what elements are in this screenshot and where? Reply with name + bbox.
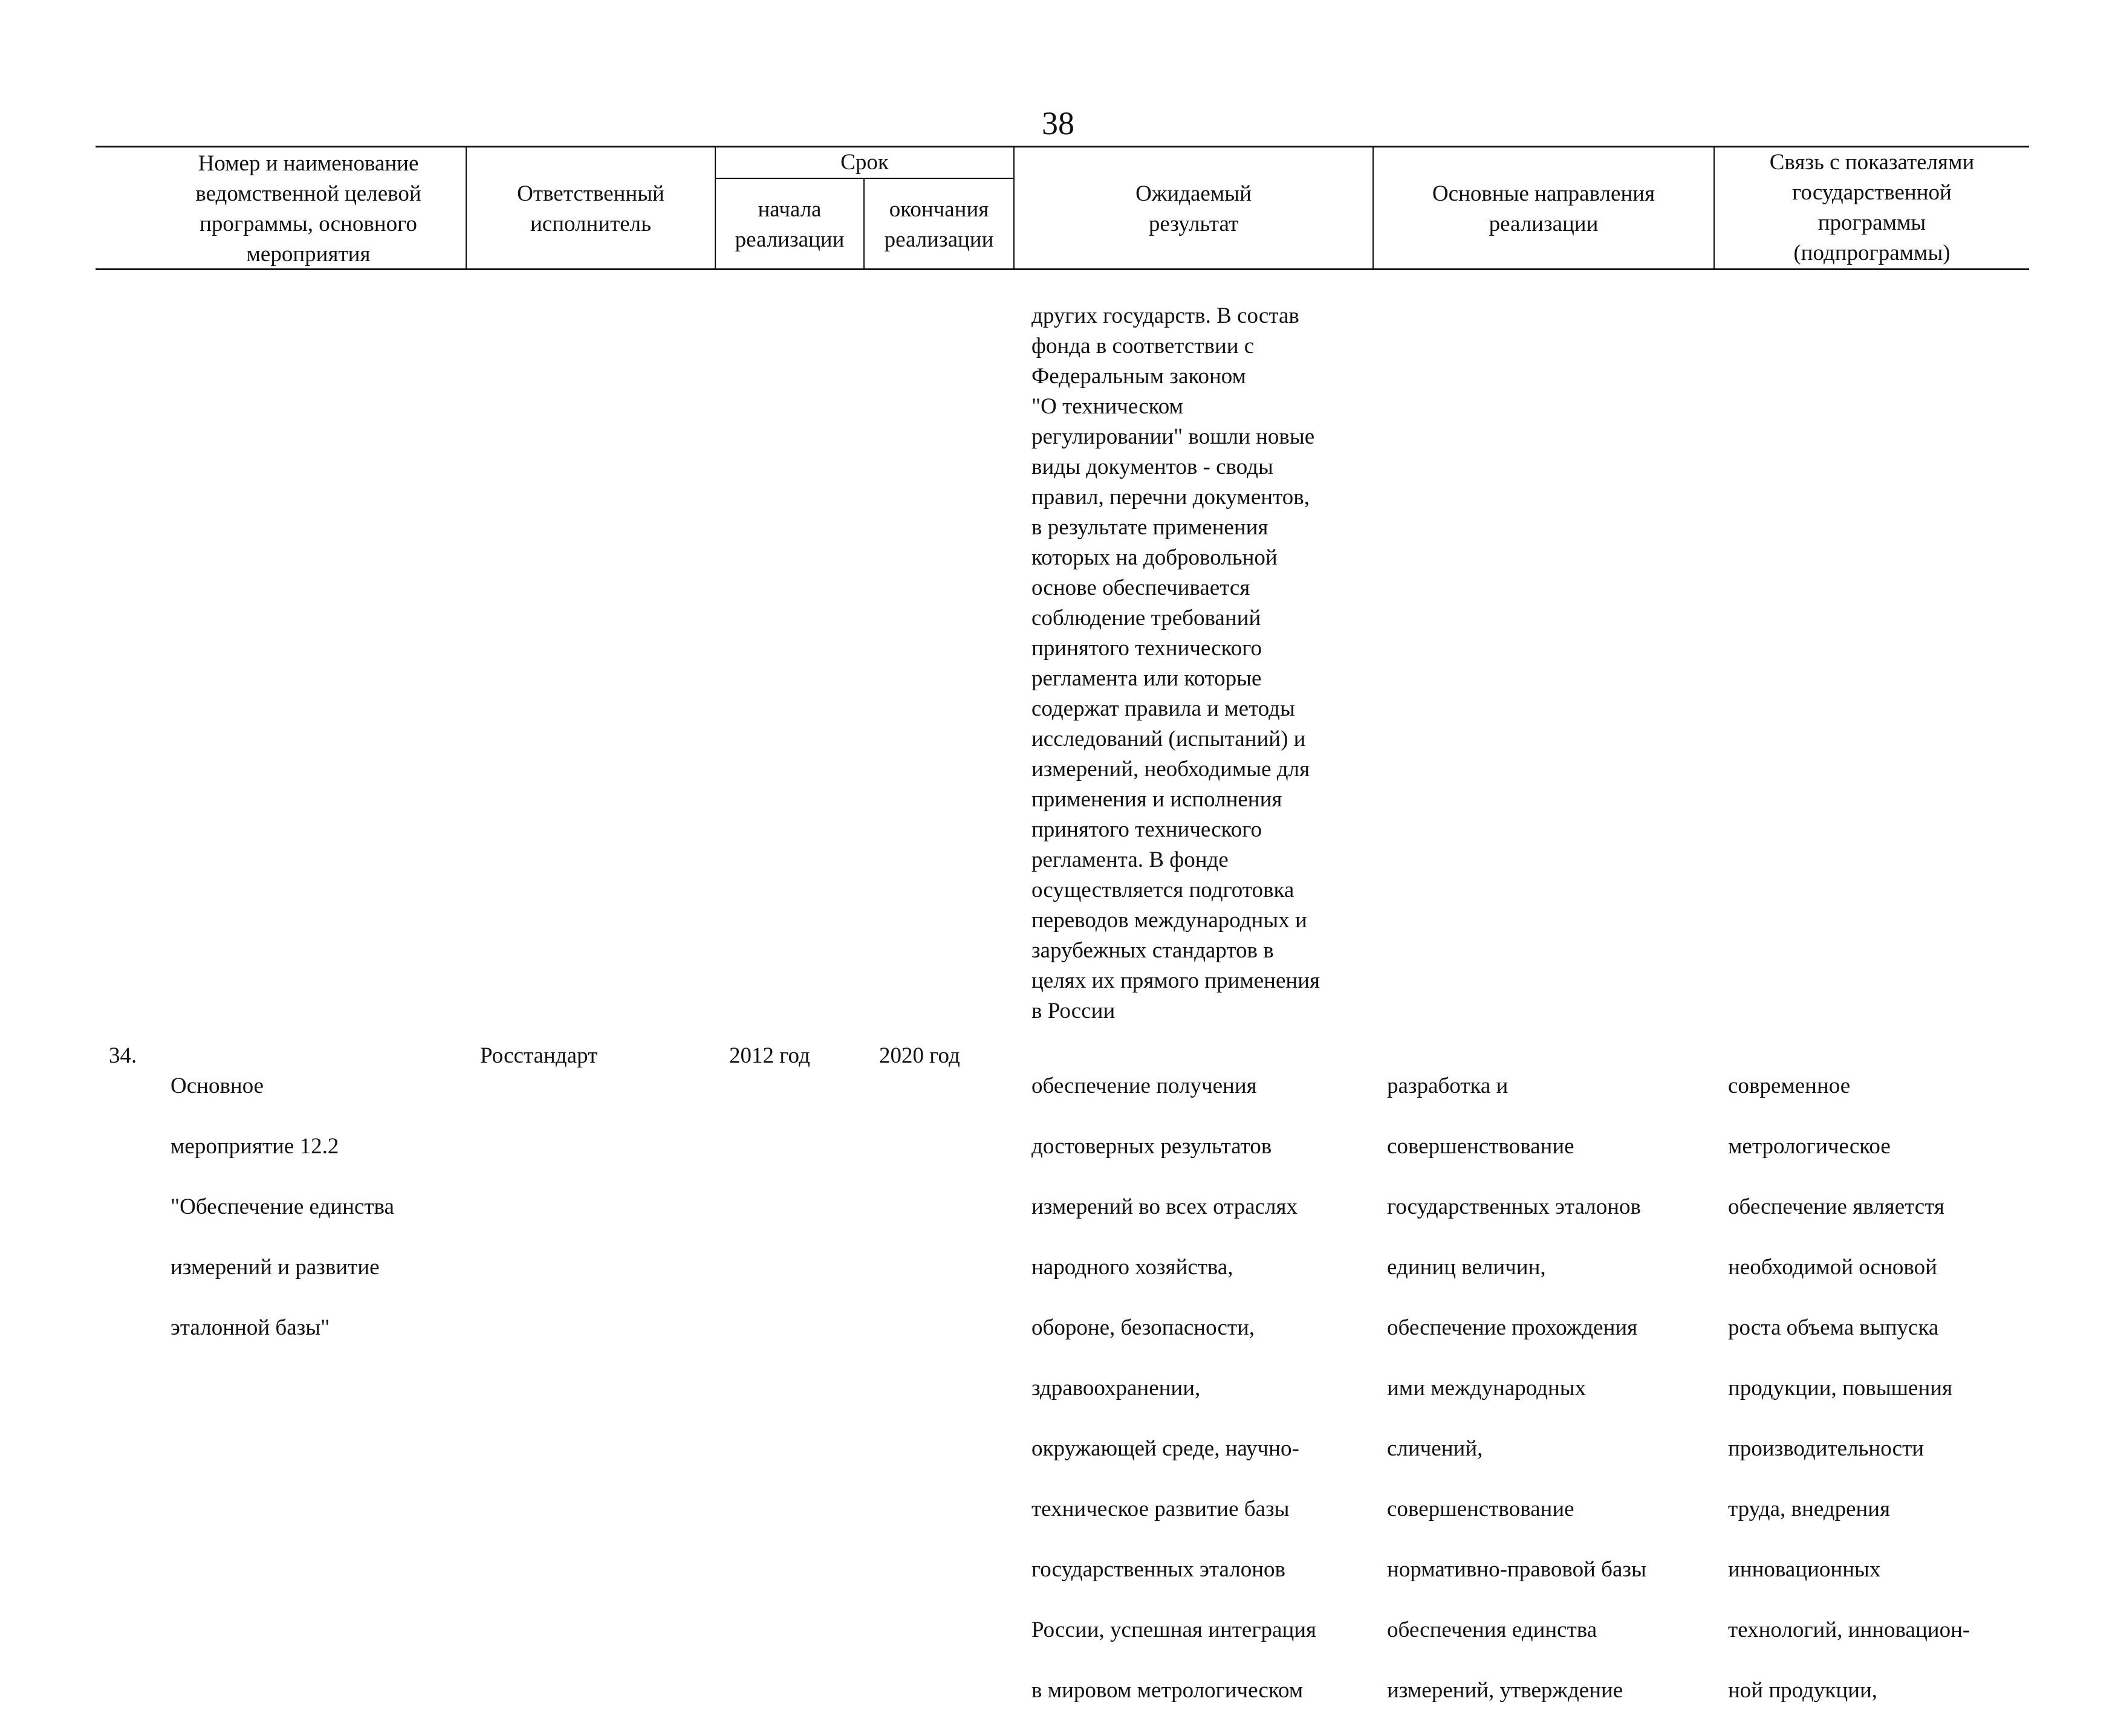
header-indicators (1715, 147, 2029, 268)
header-indicators-line: программы (1817, 210, 1926, 235)
header-start-line: начала (758, 197, 822, 222)
header-start (716, 195, 863, 255)
text-line: Федеральным законом (1031, 364, 1246, 389)
text-line: инновационных (1728, 1557, 1881, 1582)
text-line: виды документов - своды (1031, 455, 1273, 479)
header-program-name (151, 149, 466, 270)
text-line: необходимой основой (1728, 1255, 1937, 1280)
header-end (865, 195, 1013, 255)
row-executor: Росстандарт (480, 1043, 598, 1068)
text-line: применения и исполнения (1031, 787, 1282, 812)
text-line: труда, внедрения (1728, 1497, 1891, 1521)
text-line: целях их прямого применения (1031, 968, 1320, 993)
header-end-line: реализации (884, 227, 994, 252)
header-start-line: реализации (735, 227, 845, 252)
row-start-year: 2012 год (729, 1043, 810, 1068)
text-line: "О техническом (1031, 394, 1183, 419)
row-expected-result (1031, 1041, 1370, 1736)
text-line: метрологическое (1728, 1134, 1891, 1159)
row-number: 34. (109, 1043, 137, 1068)
text-line: измерений во всех отраслях (1031, 1194, 1298, 1219)
header-executor (467, 179, 715, 239)
text-line: техническое развитие базы (1031, 1497, 1290, 1521)
header-expected-result-line: Ожидаемый (1135, 181, 1252, 206)
row-indicators (1728, 1041, 2024, 1736)
row-end-year: 2020 год (879, 1043, 960, 1068)
text-line: совершенствование (1387, 1134, 1574, 1159)
text-line: осуществляется подготовка (1031, 878, 1294, 902)
page-number: 38 (1042, 105, 1074, 141)
header-end-line: окончания (889, 197, 989, 222)
text-line: ной продукции, (1728, 1678, 1878, 1703)
header-srok: Срок (840, 150, 889, 175)
text-line: обеспечение прохождения (1387, 1315, 1638, 1340)
text-line: мероприятие 12.2 (171, 1134, 339, 1159)
text-line: фонда в соответствии с (1031, 334, 1255, 358)
text-line: основе обеспечивается (1031, 575, 1250, 600)
text-line: достоверных результатов (1031, 1134, 1272, 1159)
text-line: роста объема выпуска (1728, 1315, 1939, 1340)
text-line: Основное (171, 1074, 264, 1098)
continued-result-text (1031, 301, 1370, 1026)
text-line: регулировании" вошли новые (1031, 424, 1315, 449)
text-line: государственных эталонов (1387, 1194, 1641, 1219)
header-main-directions-line: Основные направления (1432, 181, 1655, 206)
header-indicators-line: (подпрограммы) (1793, 241, 1950, 265)
text-line: производительности (1728, 1436, 1924, 1461)
text-line: здравоохранении, (1031, 1376, 1201, 1401)
text-line: современное (1728, 1074, 1851, 1098)
header-indicators-line: государственной (1792, 180, 1952, 205)
text-line: государственных эталонов (1031, 1557, 1285, 1582)
text-line: обеспечения единства (1387, 1618, 1597, 1642)
text-line: которых на добровольной (1031, 545, 1278, 570)
text-line: продукции, повышения (1728, 1376, 1953, 1401)
header-main-directions (1374, 179, 1713, 239)
text-line: эталонной базы" (171, 1315, 330, 1340)
text-line: переводов международных и (1031, 908, 1307, 933)
text-line: России, успешная интеграция (1031, 1618, 1317, 1642)
text-line: в России (1031, 999, 1116, 1023)
text-line: "Обеспечение единства (171, 1194, 394, 1219)
text-line: принятого технического (1031, 817, 1262, 842)
header-expected-result-line: результат (1148, 212, 1239, 236)
text-line: народного хозяйства, (1031, 1255, 1233, 1280)
header-indicators-line: Связь с показателями (1769, 150, 1975, 175)
header-program-name-line: программы, основного (200, 212, 417, 236)
text-line: совершенствование (1387, 1497, 1574, 1521)
header-executor-line: Ответственный (517, 181, 664, 206)
text-line: обеспечение являетстя (1728, 1194, 1944, 1219)
text-line: других государств. В состав (1031, 303, 1299, 328)
header-program-name-line: ведомственной целевой (195, 181, 421, 206)
header-program-name-line: Номер и наименование (198, 151, 419, 176)
text-line: измерений, утверждение (1387, 1678, 1623, 1703)
text-line: обороне, безопасности, (1031, 1315, 1255, 1340)
text-line: окружающей среде, научно- (1031, 1436, 1299, 1461)
text-line: регламента или которые (1031, 666, 1262, 691)
header-expected-result (1015, 179, 1372, 239)
text-line: измерений, необходимые для (1031, 757, 1310, 782)
text-line: зарубежных стандартов в (1031, 938, 1274, 963)
srok-subheader-rule (715, 178, 1013, 179)
text-line: обеспечение получения (1031, 1074, 1257, 1098)
text-line: исследований (испытаний) и (1031, 727, 1306, 751)
text-line: правил, перечни документов, (1031, 485, 1310, 510)
text-line: измерений и развитие (171, 1255, 380, 1280)
text-line: разработка и (1387, 1074, 1509, 1098)
text-line: технологий, инновацион- (1728, 1618, 1970, 1642)
text-line: принятого технического (1031, 636, 1262, 661)
text-line: сличений, (1387, 1436, 1483, 1461)
text-line: в мировом метрологическом (1031, 1678, 1304, 1703)
header-executor-line: исполнитель (530, 212, 652, 236)
header-program-name-line: мероприятия (246, 242, 371, 267)
text-line: содержат правила и методы (1031, 696, 1295, 721)
text-line: ими международных (1387, 1376, 1587, 1401)
row-main-directions (1387, 1041, 1707, 1736)
row-program-name (171, 1041, 455, 1373)
text-line: соблюдение требований (1031, 606, 1261, 630)
text-line: в результате применения (1031, 515, 1268, 540)
text-line: нормативно-правовой базы (1387, 1557, 1646, 1582)
text-line: единиц величин, (1387, 1255, 1546, 1280)
header-main-directions-line: реализации (1489, 212, 1599, 236)
text-line: регламента. В фонде (1031, 847, 1229, 872)
